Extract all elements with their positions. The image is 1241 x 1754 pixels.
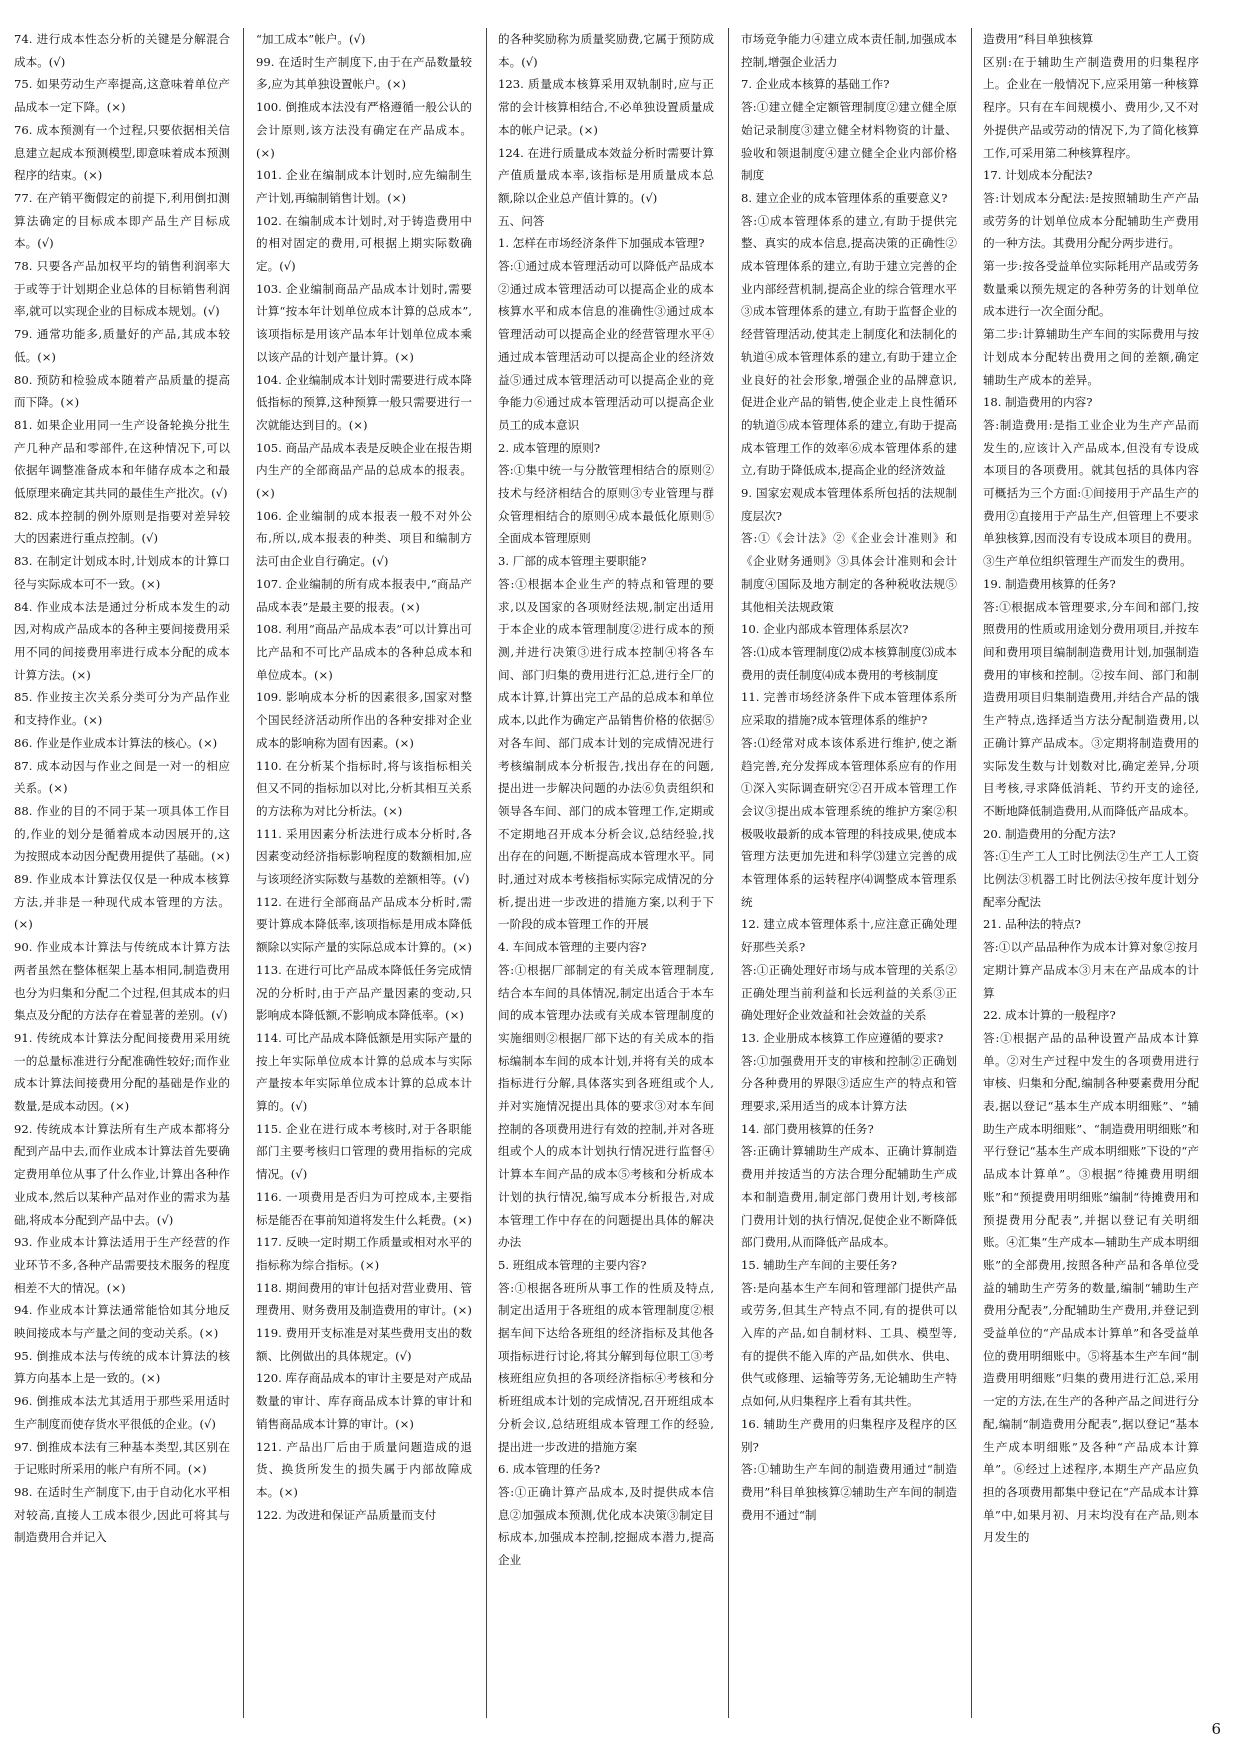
paragraph: 1. 怎样在市场经济条件下加强成本管理? xyxy=(498,236,705,251)
paragraph: 10. 企业内部成本管理体系层次? xyxy=(741,622,909,637)
paragraph: 90. 作业成本计算法与传统成本计算方法两者虽然在整体框架上基本相同,制造费用也分为归集和分配二个过程,但其成本的归集点及分配的方法存在着显著的差别。(√) xyxy=(14,940,230,1023)
paragraph: 17. 计划成本分配法? xyxy=(983,168,1093,183)
paragraph: 答:①根据本企业生产的特点和管理的要求,以及国家的各项财经法规,制定出适用于本企业的成本管理制度②进行成本的预测,并进行决策③进行成本控制④将各车间、部门归集的费用进行汇总,进行全厂的成本计算,计算出完工产品的总成本和单位成本,以此作为确定产品销售价格的依据⑤对各车间、部门成本计划的完成情况进行考核编制成本分析报告,找出存在的问题,提出进一步解决问题的办法⑥负责组织和领导各车间、部门的成本管理工作,定期或不定期地召开成本分析会议,总结经验,找出存在的问题,不断提高成本管理水平。同时,通过对成本考核指标实际完成情况的分析,提出进一步改进的措施方案,以利于下一阶段的成本管理工作的开展 xyxy=(498,576,714,932)
paragraph: 95. 倒推成本法与传统的成本计算法的核算方向基本上是一致的。(×) xyxy=(14,1348,230,1386)
paragraph: 答:制造费用:是指工业企业为生产产品而发生的,应该计入产品成本,但没有专设成本项目的各项费用。就其包括的具体内容可概括为三个方面:①间接用于产品生产的费用②直接用于产品生产,但管理上不要求单独核算,因而没有专设成本项目的费用。③生产单位组织管理生产而发生的费用。 xyxy=(983,417,1199,569)
paragraph: 答:①成本管理体系的建立,有助于提供完整、真实的成本信息,提高决策的正确性②成本管理体系的建立,有助于建立完善的企业内部经营机制,提高企业的综合管理水平③成本管理体系的建立,有助于监督企业的经营管理活动,使其走上制度化和法制化的轨道④成本管理体系的建立,有助于建立企业良好的社会形象,增强企业的品牌意识,促进企业产品的销售,使企业走上良性循环的轨道⑤成本管理体系的建立,有助于提高成本管理工作的效率⑥成本管理体系的建立,有助于降低成本,提高企业的经济效益 xyxy=(741,213,957,478)
paragraph: 112. 在进行全部商品产品成本分析时,需要计算成本降低率,该项指标是用成本降低额除以实际产量的实际总成本计算的。(×) xyxy=(256,894,472,955)
paragraph: 117. 反映一定时期工作质量或相对水平的指标称为综合指标。(×) xyxy=(256,1235,472,1272)
paragraph: 85. 作业按主次关系分类可分为产品作业和支持作业。(×) xyxy=(14,690,230,728)
paragraph: 98. 在适时生产制度下,由于自动化水平相对较高,直接人工成本很少,因此可将其与制造费用合并记入 xyxy=(14,1485,230,1545)
paragraph: 92. 传统成本计算法所有生产成本都将分配到产品中去,而作业成本计算法首先要确定费用单位从事了什么作业,计算出各种作业成本,然后以某种产品对作业的需求为基础,将成本分配到产品中去。(√) xyxy=(14,1121,230,1227)
paragraph: 81. 如果企业用同一生产设备轮换分批生产几种产品和零部件,在这种情况下,可以依据年调整准备成本和年储存成本之和最低原理来确定其共同的最佳生产批次。(√) xyxy=(14,417,230,501)
paragraph: 12. 建立成本管理体系十,应注意正确处理好那些关系? xyxy=(741,917,957,955)
paragraph: 答:①建立健全定额管理制度②建立健全原始记录制度③建立健全材料物资的计量、验收和领退制度④建立健全企业内部价格制度 xyxy=(741,100,957,183)
paragraph: 第一步:按各受益单位实际耗用产品或劳务数量乘以预先规定的各种劳务的计划单位成本进行一次全面分配。 xyxy=(983,259,1199,319)
paragraph: 9. 国家宏观成本管理体系所包括的法规制度层次? xyxy=(741,486,957,523)
paragraph: 119. 费用开支标准是对某些费用支出的数额、比例做出的具体规定。(√) xyxy=(256,1326,472,1363)
paragraph: 118. 期间费用的审计包括对营业费用、管理费用、财务费用及制造费用的审计。(×) xyxy=(256,1280,472,1318)
paragraph: 第二步:计算辅助生产车间的实际费用与按计划成本分配转出费用之间的差额,确定 辅助生产成本的差异。 xyxy=(983,327,1199,387)
paragraph: 21. 品种法的特点? xyxy=(983,917,1081,932)
paragraph: 124. 在进行质量成本效益分析时需要计算产值质量成本率,该指标是用质量成本总额,除以企业总产值计算的。(√) xyxy=(498,145,714,205)
paragraph: “加工成本”帐户。(√) xyxy=(256,32,366,46)
paragraph: 106. 企业编制的成本报表一般不对外公布,所以,成本报表的种类、项目和编制方法可由企业自行确定。(√) xyxy=(256,508,472,569)
paragraph: 104. 企业编制成本计划时需要进行成本降低指标的预算,这种预算一般只需要进行一次就能达到目的。(×) xyxy=(256,372,472,432)
paragraph: 13. 企业册成本核算工作应遵循的要求? xyxy=(741,1030,944,1045)
text-column-5 xyxy=(983,28,1199,1718)
paragraph: 93. 作业成本计算法适用于生产经营的作业环节不多,各种产品需要技术服务的程度相差不大的情况。(×) xyxy=(14,1235,230,1295)
paragraph: 答:①以产品品种作为成本计算对象②按月定期计算产品成本③月末在产品成本的计算 xyxy=(983,940,1199,1000)
paragraph: 77. 在产销平衡假定的前提下,利用倒扣测算法确定的目标成本即产品生产目标成本。(√) xyxy=(14,190,230,251)
page-number: 6 xyxy=(1211,1720,1221,1738)
paragraph: 2. 成本管理的原则? xyxy=(498,440,601,455)
paragraph: 答:①正确计算产品成本,及时提供成本信息②加强成本预测,优化成本决策③制定目标成本,加强成本控制,挖掘成本潜力,提高企业 xyxy=(498,1485,714,1568)
paragraph: 94. 作业成本计算法通常能恰如其分地反映间接成本与产量之间的变动关系。(×) xyxy=(14,1303,230,1341)
paragraph: 110. 在分析某个指标时,将与该指标相关但又不同的指标加以对比,分析其相互关系的方法称为对比分析法。(×) xyxy=(256,758,472,818)
column-divider xyxy=(486,28,487,1718)
paragraph: 答:是向基本生产车间和管理部门提供产品或劳务,但其生产特点不同,有的提供可以入库的产品,如自制材料、工具、模型等,有的提供不能入库的产品,如供水、供电、供气或修理、运输等劳务,无论辅助生产特点如何,从归集程序上看有其共性。 xyxy=(741,1280,957,1409)
paragraph: 22. 成本计算的一般程序? xyxy=(983,1008,1116,1023)
paragraph: 15. 辅助生产车间的主要任务? xyxy=(741,1257,897,1272)
paragraph: 5. 班组成本管理的主要内容? xyxy=(498,1257,647,1272)
paragraph: 113. 在进行可比产品成本降低任务完成情况的分析时,由于产品产量因素的变动,只影响成本降低额,不影响成本降低率。(×) xyxy=(256,962,472,1023)
paragraph: 99. 在适时生产制度下,由于在产品数量较多,应为其单独设置帐户。(×) xyxy=(256,54,472,92)
paragraph: 78. 只要各产品加权平均的销售利润率大于或等于计划期企业总体的目标销售利润率,就可以实现企业的目标成本规划。(√) xyxy=(14,259,230,319)
paragraph: 答:正确计算辅助生产成本、正确计算制造费用并按适当的方法合理分配辅助生产成本和制造费用,制定部门费用计划,考核部门费用计划的执行情况,促使企业不断降低部门费用,从而降低产品成本。 xyxy=(741,1144,957,1250)
paragraph: 8. 建立企业的成本管理体系的重要意义? xyxy=(741,190,948,205)
paragraph: 96. 倒推成本法尤其适用于那些采用适时生产制度而使存货水平很低的企业。(√) xyxy=(14,1394,230,1431)
column-divider xyxy=(243,28,244,1718)
paragraph: 答:①集中统一与分散管理相结合的原则②技术与经济相结合的原则③专业管理与群众管理相结合的原则④成本最低化原则⑤全面成本管理原则 xyxy=(498,463,714,546)
column-divider xyxy=(728,28,729,1718)
paragraph: 76. 成本预测有一个过程,只要依据相关信息建立起成本预测模型,即意味着成本预测程序的结束。(×) xyxy=(14,122,230,183)
paragraph: 的各种奖励称为质量奖励费,它属于预防成本。(√) xyxy=(498,32,714,69)
text-column-1 xyxy=(14,28,230,1718)
paragraph: 16. 辅助生产费用的归集程序及程序的区别? xyxy=(741,1416,957,1454)
paragraph: 11. 完善市场经济条件下成本管理体系所应采取的措施?成本管理体系的维护? xyxy=(741,690,957,728)
paragraph: 造费用”科目单独核算 xyxy=(983,32,1094,46)
paragraph: 7. 企业成本核算的基础工作? xyxy=(741,77,890,92)
paragraph: 102. 在编制成本计划时,对于铸造费用中的相对固定的费用,可根据上期实际数确定。(√) xyxy=(256,213,472,274)
paragraph: 123. 质量成本核算采用双轨制时,应与正常的会计核算相结合,不必单独设置质量成本的帐户记录。(×) xyxy=(498,77,714,137)
paragraph: 83. 在制定计划成本时,计划成本的计算口径与实际成本可不一致。(×) xyxy=(14,554,230,591)
paragraph: 87. 成本动因与作业之间是一对一的相应关系。(×) xyxy=(14,758,230,796)
paragraph: 75. 如果劳动生产率提高,这意味着单位产品成本一定下降。(×) xyxy=(14,77,230,115)
paragraph: 6. 成本管理的任务? xyxy=(498,1462,601,1477)
paragraph: 84. 作业成本法是通过分析成本发生的动因,对构成产品成本的各种主要间接费用采用不同的间接费用率进行成本分配的成本计算方法。(×) xyxy=(14,599,230,682)
paragraph: 4. 车间成本管理的主要内容? xyxy=(498,940,647,955)
paragraph: 市场竞争能力④建立成本责任制,加强成本控制,增强企业活力 xyxy=(741,32,957,69)
paragraph: 88. 作业的目的不同于某一项具体工作目的,作业的划分是循着成本动因展开的,这为按照成本动因分配费用提供了基础。(×) xyxy=(14,803,230,864)
paragraph: 114. 可比产品成本降低额是用实际产量的按上年实际单位成本计算的总成本与实际产量按本年实际单位成本计算的总成本计算的。(√) xyxy=(256,1030,472,1114)
text-column-4 xyxy=(741,28,957,1718)
paragraph: 答:①根据成本管理要求,分车间和部门,按照费用的性质或用途划分费用项目,并按车间和费用项目编制制造费用计划,加强制造费用的审核和控制。②按车间、部门和制造费用项目归集制造费用,并结合产品的饿生产特点,选择适当方法分配制造费用,以正确计算产品成本。③定期将制造费用的实际发生数与计划数对比,确定差异,分项目考核,寻求降低消耗、节约开支的途径,不断地降低制造费用,从而降低产品成本。 xyxy=(983,599,1199,818)
paragraph: 答:①正确处理好市场与成本管理的关系②正确处理当前利益和长远利益的关系③正确处理好企业效益和社会效益的关系 xyxy=(741,962,957,1023)
paragraph: 答:⑴成本管理制度⑵成本核算制度⑶成本费用的责任制度⑷成本费用的考核制度 xyxy=(741,644,957,682)
paragraph: 答:①生产工人工时比例法②生产工人工资比例法③机器工时比例法④按年度计划分配率分配法 xyxy=(983,849,1199,909)
paragraph: 区别:在于辅助生产制造费用的归集程序上。企业在一般情况下,应采用第一种核算程序。只有在车间规模小、费用少,又不对外提供产品或劳动的情况下,为了简化核算工作,可采用第二种核算程序。 xyxy=(983,54,1199,160)
paragraph: 14. 部门费用核算的任务? xyxy=(741,1121,874,1136)
paragraph: 19. 制造费用核算的任务? xyxy=(983,576,1116,591)
paragraph: 121. 产品出厂后由于质量问题造成的退货、换货所发生的损失属于内部故障成本。(×) xyxy=(256,1439,472,1499)
paragraph: 答:①《会计法》②《企业会计准则》和《企业财务通则》③具体会计准则和会计制度④国际及地方制定的各种税收法规⑤其他相关法规政策 xyxy=(741,531,957,614)
paragraph: 107. 企业编制的所有成本报表中,“商品产品成本表”是最主要的报表。(×) xyxy=(256,576,472,614)
paragraph: 97. 倒推成本法有三种基本类型,其区别在于记账时所采用的帐户有所不同。(×) xyxy=(14,1439,230,1477)
paragraph: 80. 预防和检验成本随着产品质量的提高而下降。(×) xyxy=(14,372,230,410)
paragraph: 答:①通过成本管理活动可以降低产品成本②通过成本管理活动可以提高企业的成本核算水平和成本信息的准确性③通过成本管理活动可以提高企业的经营管理水平④通过成本管理活动可以提高企业的经济效益⑤通过成本管理活动可以提高企业的竞争能力⑥通过成本管理活动可以提高企业员工的成本意识 xyxy=(498,259,714,432)
paragraph: 答:①加强费用开支的审核和控制②正确划分各种费用的界限③适应生产的特点和管理要求,采用适当的成本计算方法 xyxy=(741,1053,957,1114)
paragraph: 115. 企业在进行成本考核时,对于各职能部门主要考核归口管理的费用指标的完成情况。(√) xyxy=(256,1121,472,1182)
paragraph: 答:⑴经常对成本该体系进行维护,使之渐趋完善,充分发挥成本管理体系应有的作用①深入实际调查研究②召开成本管理工作会议③提出成本管理系统的维护方案②积极吸收最新的成本管理的科技成果,使成本管理方法更加先进和科学⑶建立完善的成本管理体系的运转程序⑷调整成本管理系统 xyxy=(741,735,957,909)
paragraph: 答:①根据各班所从事工作的性质及特点,制定出适用于各班组的成本管理制度②根据车间下达给各班组的经济指标及其他各项指标进行讨论,将其分解到每位职工③考核班组应负担的各项经济指标④考核和分析班组成本计划的完成情况,召开班组成本分析会议,总结班组成本管理工作的经验,提出进一步改进的措施方案 xyxy=(498,1280,714,1454)
paragraph: 100. 倒推成本法没有严格遵循一般公认的会计原则,该方法没有确定在产品成本。(×) xyxy=(256,100,472,160)
paragraph: 五、问答 xyxy=(498,213,545,228)
text-column-2 xyxy=(256,28,472,1718)
paragraph: 120. 库存商品成本的审计主要是对产成品数量的审计、库存商品成本计算的审计和销售商品成本计算的审计。(×) xyxy=(256,1371,472,1431)
paragraph: 86. 作业是作业成本计算法的核心。(×) xyxy=(14,735,218,750)
paragraph: 答:①辅助生产车间的制造费用通过“制造费用”科目单独核算②辅助生产车间的制造费用不通过“制 xyxy=(741,1462,957,1522)
paragraph: 105. 商品产品成本表是反映企业在报告期内生产的全部商品产品的总成本的报表。(×) xyxy=(256,440,472,501)
paragraph: 82. 成本控制的例外原则是指要对差异较大的因素进行重点控制。(√) xyxy=(14,508,230,546)
paragraph: 3. 厂部的成本管理主要职能? xyxy=(498,554,647,569)
paragraph: 74. 进行成本性态分析的关键是分解混合成本。(√) xyxy=(14,32,230,69)
paragraph: 89. 作业成本计算法仅仅是一种成本核算方法,并非是一种现代成本管理的方法。(×) xyxy=(14,872,230,932)
paragraph: 18. 制造费用的内容? xyxy=(983,395,1093,410)
paragraph: 109. 影响成本分析的因素很多,国家对整个国民经济活动所作出的各种安排对企业成本的影响称为固有因素。(×) xyxy=(256,690,472,750)
text-column-3 xyxy=(498,28,714,1718)
paragraph: 122. 为改进和保证产品质量而支付 xyxy=(256,1507,437,1522)
paragraph: 答:①根据厂部制定的有关成本管理制度,结合本车间的具体情况,制定出适合于本车间的成本管理办法或有关成本管理制度的实施细则②根据厂部下达的有关成本的指标编制本车间的成本计划,并将有关的成本指标进行分解,具体落实到各班组或个人,并对实施情况提出具体的要求③对本车间控制的各项费用进行有效的控制,并对各班组或个人的成本计划执行情况进行监督④计算本车间产品的成本⑤考核和分析成本计划的执行情况,编写成本分析报告,对成本管理工作中存在的问题提出具体的解决办法 xyxy=(498,962,714,1250)
paragraph: 91. 传统成本计算法分配间接费用采用统一的总量标准进行分配准确性较好;而作业成本计算法间接费用分配的基础是作业的数量,是成本动因。(×) xyxy=(14,1030,230,1114)
paragraph: 79. 通常功能多,质量好的产品,其成本较低。(×) xyxy=(14,327,230,364)
paragraph: 答:计划成本分配法:是按照辅助生产产品或劳务的计划单位成本分配辅助生产费用的一种方法。其费用分配分两步进行。 xyxy=(983,190,1199,251)
paragraph: 108. 利用“商品产品成本表”可以计算出可比产品和不可比产品成本的各种总成本和单位成本。(×) xyxy=(256,622,472,682)
paragraph: 101. 企业在编制成本计划时,应先编制生产计划,再编制销售计划。(×) xyxy=(256,168,472,205)
paragraph: 116. 一项费用是否归为可控成本,主要指标是能否在事前知道将发生什么耗费。(×) xyxy=(256,1189,472,1227)
paragraph: 答:①根据产品的品种设置产品成本计算单。②对生产过程中发生的各项费用进行审核、归集和分配,编制各种要素费用分配表,据以登记“基本生产成本明细账”、“辅助生产成本明细账”、“制造费用明细账”和平行登记“基本生产成本明细账”下设的“产品成本计算单”。③根据“待摊费用明细账”和“预提费用明细账”编制“待摊费用和预提费用分配表”,并据以登记有关明细账。④汇集“生产成本—辅助生产成本明细账”的全部费用,按照各种产品和各单位受益的辅助生产劳务的数量,编制“辅助生产费用分配表”,分配辅助生产费用,并登记到受益单位的“产品成本计算单”和各受益单位的费用明细账中。⑤将基本生产车间“制造费用明细账”归集的费用进行汇总,采用一定的方法,在生产的各种产品之间进行分配,编制“制造费用分配表”,据以登记“基本生产成本明细账”及各种“产品成本计算单”。⑥经过上述程序,本期生产产品应负担的各项费用都集中登记在“产品成本计算单”中,如果月初、月末均没有在产品,则本月发生的 xyxy=(983,1030,1199,1545)
paragraph: 111. 采用因素分析法进行成本分析时,各因素变动经济指标影响程度的数额相加,应与该项经济实际数与基数的差额相等。(√) xyxy=(256,826,472,887)
paragraph: 20. 制造费用的分配方法? xyxy=(983,826,1116,841)
column-divider xyxy=(971,28,972,1718)
paragraph: 103. 企业编制商品产品成本计划时,需要计算“按本年计划单位成本计算的总成本”,该项指标是用该产品本年计划单位成本乘以该产品的计划产量计算。(×) xyxy=(256,281,472,364)
